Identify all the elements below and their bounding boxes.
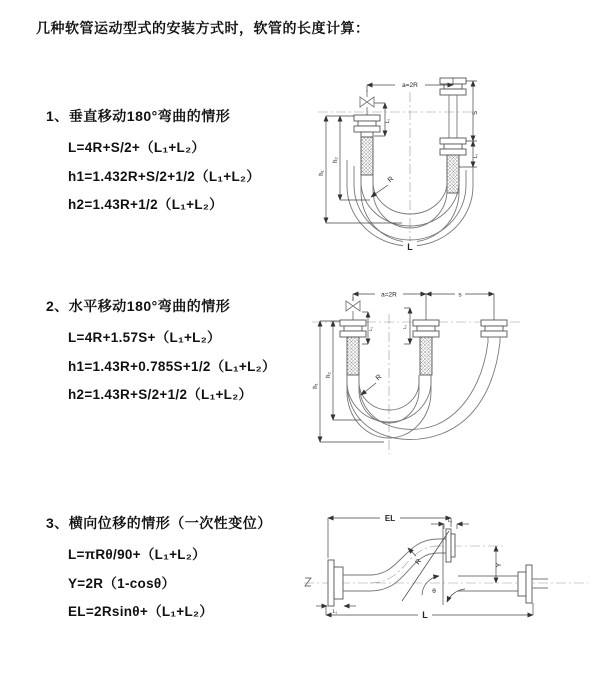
section-3-formulas [68, 541, 272, 627]
length-label: L [407, 242, 413, 252]
dim-label-l1: L₁ [368, 326, 373, 332]
hose-assembly [328, 529, 548, 606]
formula-line: h2=1.43R+1/2（L₁+L₂） [68, 197, 223, 212]
dim-label-l1: L₁ [447, 518, 453, 524]
dim-label-h2: h₂ [326, 372, 332, 378]
braided-hose-section [447, 155, 459, 193]
valve-icon [360, 90, 374, 115]
dim-label-y: Y [496, 562, 503, 568]
section-1-heading: 1、垂直移动180°弯曲的情形 [46, 108, 231, 124]
dim-label-h1: h₁ [313, 383, 319, 389]
dim-label-s: s [458, 291, 462, 299]
formula-line: EL=2Rsinθ+（L₁+L₂） [68, 604, 214, 619]
section-vertical-180 [46, 106, 260, 220]
diagram-horizontal-180-bend [306, 282, 588, 462]
formula-line: h2=1.43R+S/2+1/2（L₁+L₂） [68, 387, 253, 402]
dim-label-h2: h₂ [333, 157, 339, 163]
formula-line: h1=1.432R+S/2+1/2（L₁+L₂） [68, 168, 261, 184]
length-label: L [422, 610, 428, 620]
dim-label-a2r: a=2R [402, 82, 418, 89]
section-horizontal-180 [46, 296, 276, 410]
formula-line: L=4R+1.57S+（L₁+L₂） [68, 330, 221, 345]
formula-line: Y=2R（1-cosθ） [68, 575, 176, 591]
braided-hose-section [420, 337, 432, 375]
dim-label-l1: L₁ [385, 118, 391, 124]
dimensions [316, 512, 533, 620]
dim-label-l1: L₁ [402, 324, 407, 330]
dim-label-a2r: a=2R [381, 291, 397, 299]
radius-label: R [374, 373, 384, 383]
formula-line: L=πRθ/90+（L₁+L₂） [68, 547, 206, 562]
section-2-heading: 2、水平移动180°弯曲的情形 [46, 298, 231, 314]
braided-hose-section [361, 137, 373, 175]
section-lateral-displacement [46, 513, 272, 627]
construction-lines [402, 525, 465, 605]
phantom-pipe [458, 576, 526, 591]
hose-assembly [340, 297, 507, 440]
dim-label-h1: h₁ [319, 170, 325, 176]
dim-label-el: EL [384, 514, 396, 523]
braided-hose-section [347, 337, 359, 375]
angle-label: θ [432, 588, 436, 595]
formula-line: h1=1.43R+0.785S+1/2（L₁+L₂） [68, 358, 276, 374]
diagram-lateral-displacement [298, 503, 598, 648]
dim-label-l1: L₁ [332, 609, 338, 615]
section-3-heading: 3、横向位移的情形（一次性变位） [46, 515, 272, 531]
radius-label: R [386, 175, 396, 185]
dim-label-l1: L₁ [473, 153, 479, 159]
section-2-formulas [68, 324, 276, 410]
section-1-formulas [68, 134, 260, 220]
pipe-break-icon [305, 578, 311, 586]
diagram-vertical-180-bend [310, 70, 580, 260]
page-title: 几种软管运动型式的安装方式时，软管的长度计算： [36, 20, 370, 36]
radius-label: R [414, 557, 424, 567]
dim-label-s: S [473, 110, 479, 116]
formula-line: L=4R+S/2+（L₁+L₂） [68, 140, 206, 155]
